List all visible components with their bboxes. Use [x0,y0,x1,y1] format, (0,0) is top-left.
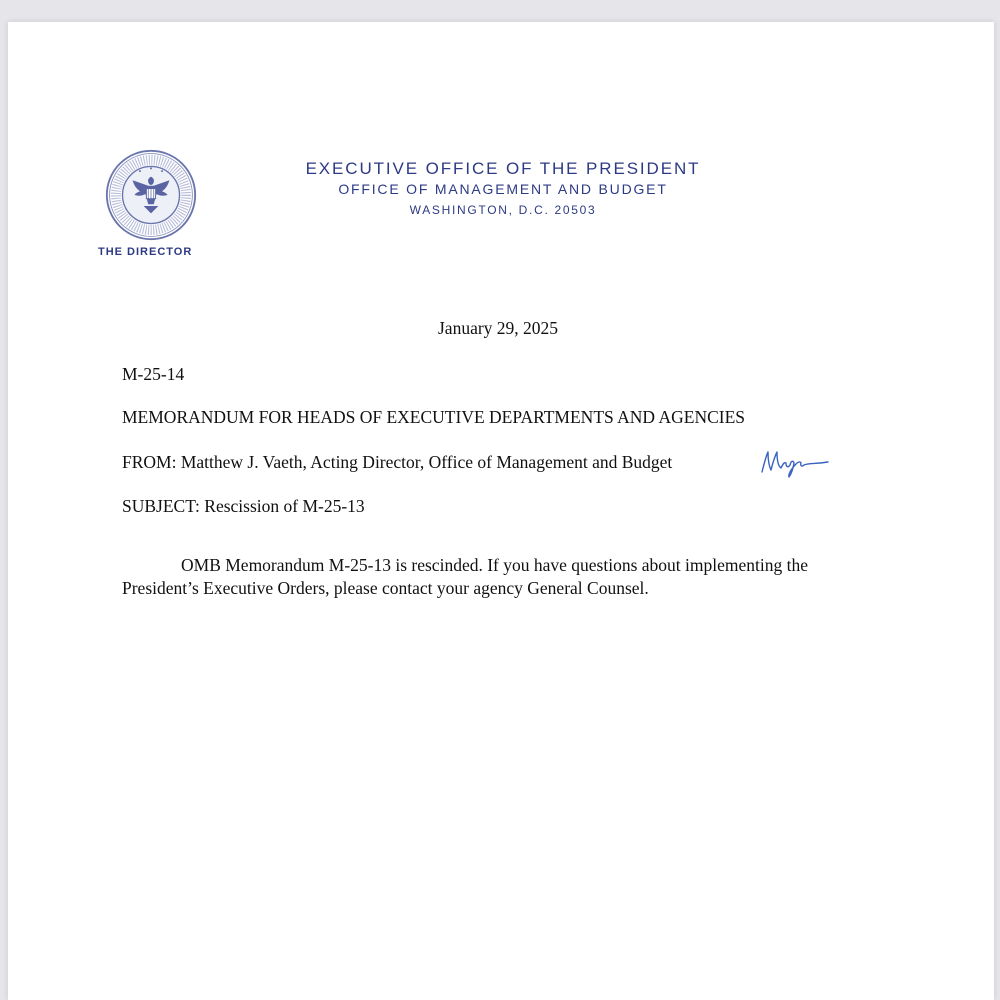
letterhead-title: EXECUTIVE OFFICE OF THE PRESIDENT [305,159,701,178]
memo-body [122,554,892,600]
letterhead-address: WASHINGTON, D.C. 20503 [409,203,597,217]
letterhead-office: OFFICE OF MANAGEMENT AND BUDGET [338,181,668,197]
director-label: THE DIRECTOR [98,246,193,258]
memo-date: January 29, 2025 [438,318,559,338]
memo-body-line-1: OMB Memorandum M-25-13 is rescinded. If you have questions about implementing the [181,555,808,575]
memo-recipient: MEMORANDUM FOR HEADS OF EXECUTIVE DEPARTMENTS AND AGENCIES [122,407,746,427]
memo-from: FROM: Matthew J. Vaeth, Acting Director, Office of Management and Budget [122,452,673,472]
memo-page [8,22,994,1000]
memo-subject: SUBJECT: Rescission of M-25-13 [122,496,365,516]
memo-body-line-2: President’s Executive Orders, please contact your agency General Counsel. [122,578,649,598]
omb-seal-icon [105,149,197,241]
signature-icon [756,444,836,480]
memo-number: M-25-14 [122,364,185,384]
